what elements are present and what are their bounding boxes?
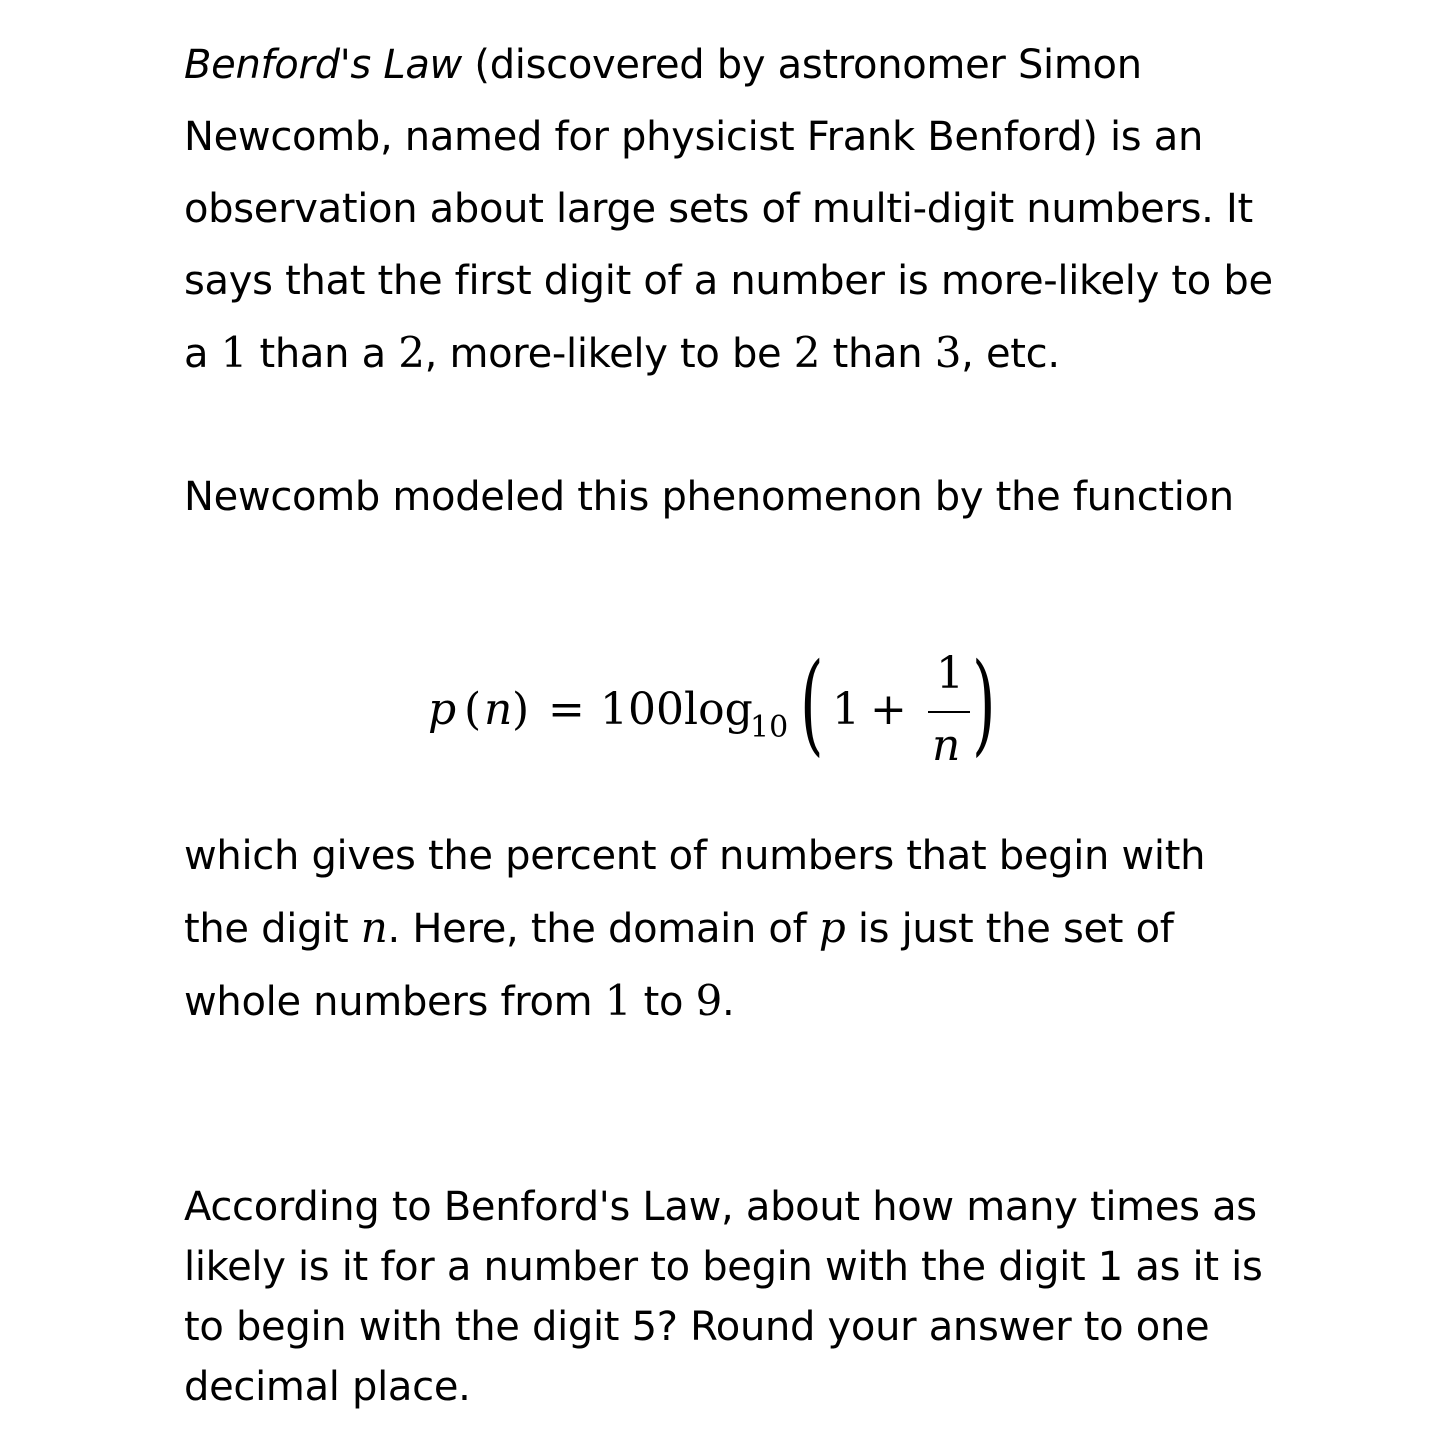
text: than a xyxy=(247,331,399,377)
math-digit: 3 xyxy=(934,328,962,377)
math-digit: 2 xyxy=(793,328,821,377)
text: than xyxy=(820,331,935,377)
math-digit: 1 xyxy=(604,976,632,1025)
question-text: According to Benford's Law, about how many times as likely is it for a number to begin with the digit 1 as it is to begin with the digit 5? Round your answer to one decimal place. xyxy=(184,1184,1263,1410)
text: is just the set of whole numbers from xyxy=(184,906,1174,1025)
formula-log-base: 10 xyxy=(750,710,789,745)
formula-one: 1 xyxy=(832,684,860,735)
formula-equals: = xyxy=(548,684,585,735)
text: (discovered by astronomer Simon Newcomb, named for physicist Frank Benford) is an observation about large sets of multi-digit numbers. It says that the first digit of a number is more-likely to be a xyxy=(184,42,1273,377)
paragraph-benfords-law xyxy=(184,29,1274,390)
formula-p: p xyxy=(428,684,457,735)
formula-big-open-paren: ( xyxy=(800,639,824,767)
formula-close-paren: ) xyxy=(512,684,530,735)
term-benfords-law: Benford's Law xyxy=(184,42,462,88)
text: , more-likely to be xyxy=(424,331,794,377)
math-digit: 1 xyxy=(220,328,248,377)
math-digit: 9 xyxy=(695,976,722,1025)
math-digit: 2 xyxy=(398,328,425,377)
formula-numerator: 1 xyxy=(936,648,964,699)
formula-open-paren: ( xyxy=(464,684,482,735)
formula-coefficient: 100 xyxy=(600,684,684,735)
formula-denominator: n xyxy=(932,720,961,771)
text: , etc. xyxy=(961,331,1060,377)
text: to xyxy=(631,979,696,1025)
formula-n: n xyxy=(484,684,513,735)
text: which gives the percent of numbers that begin with the digit xyxy=(184,833,1206,952)
paragraph-newcomb-model: Newcomb modeled this phenomenon by the function xyxy=(184,474,1234,520)
formula-fraction-bar xyxy=(928,711,970,713)
benford-formula xyxy=(424,640,1024,780)
math-var-n: n xyxy=(360,903,388,952)
formula-log: log xyxy=(684,684,753,735)
math-var-p: p xyxy=(818,903,846,952)
paragraph-domain xyxy=(184,820,1274,1038)
formula-plus: + xyxy=(870,684,907,735)
text: . Here, the domain of xyxy=(387,906,819,952)
formula-big-close-paren: ) xyxy=(972,639,996,767)
text: . xyxy=(721,979,735,1025)
